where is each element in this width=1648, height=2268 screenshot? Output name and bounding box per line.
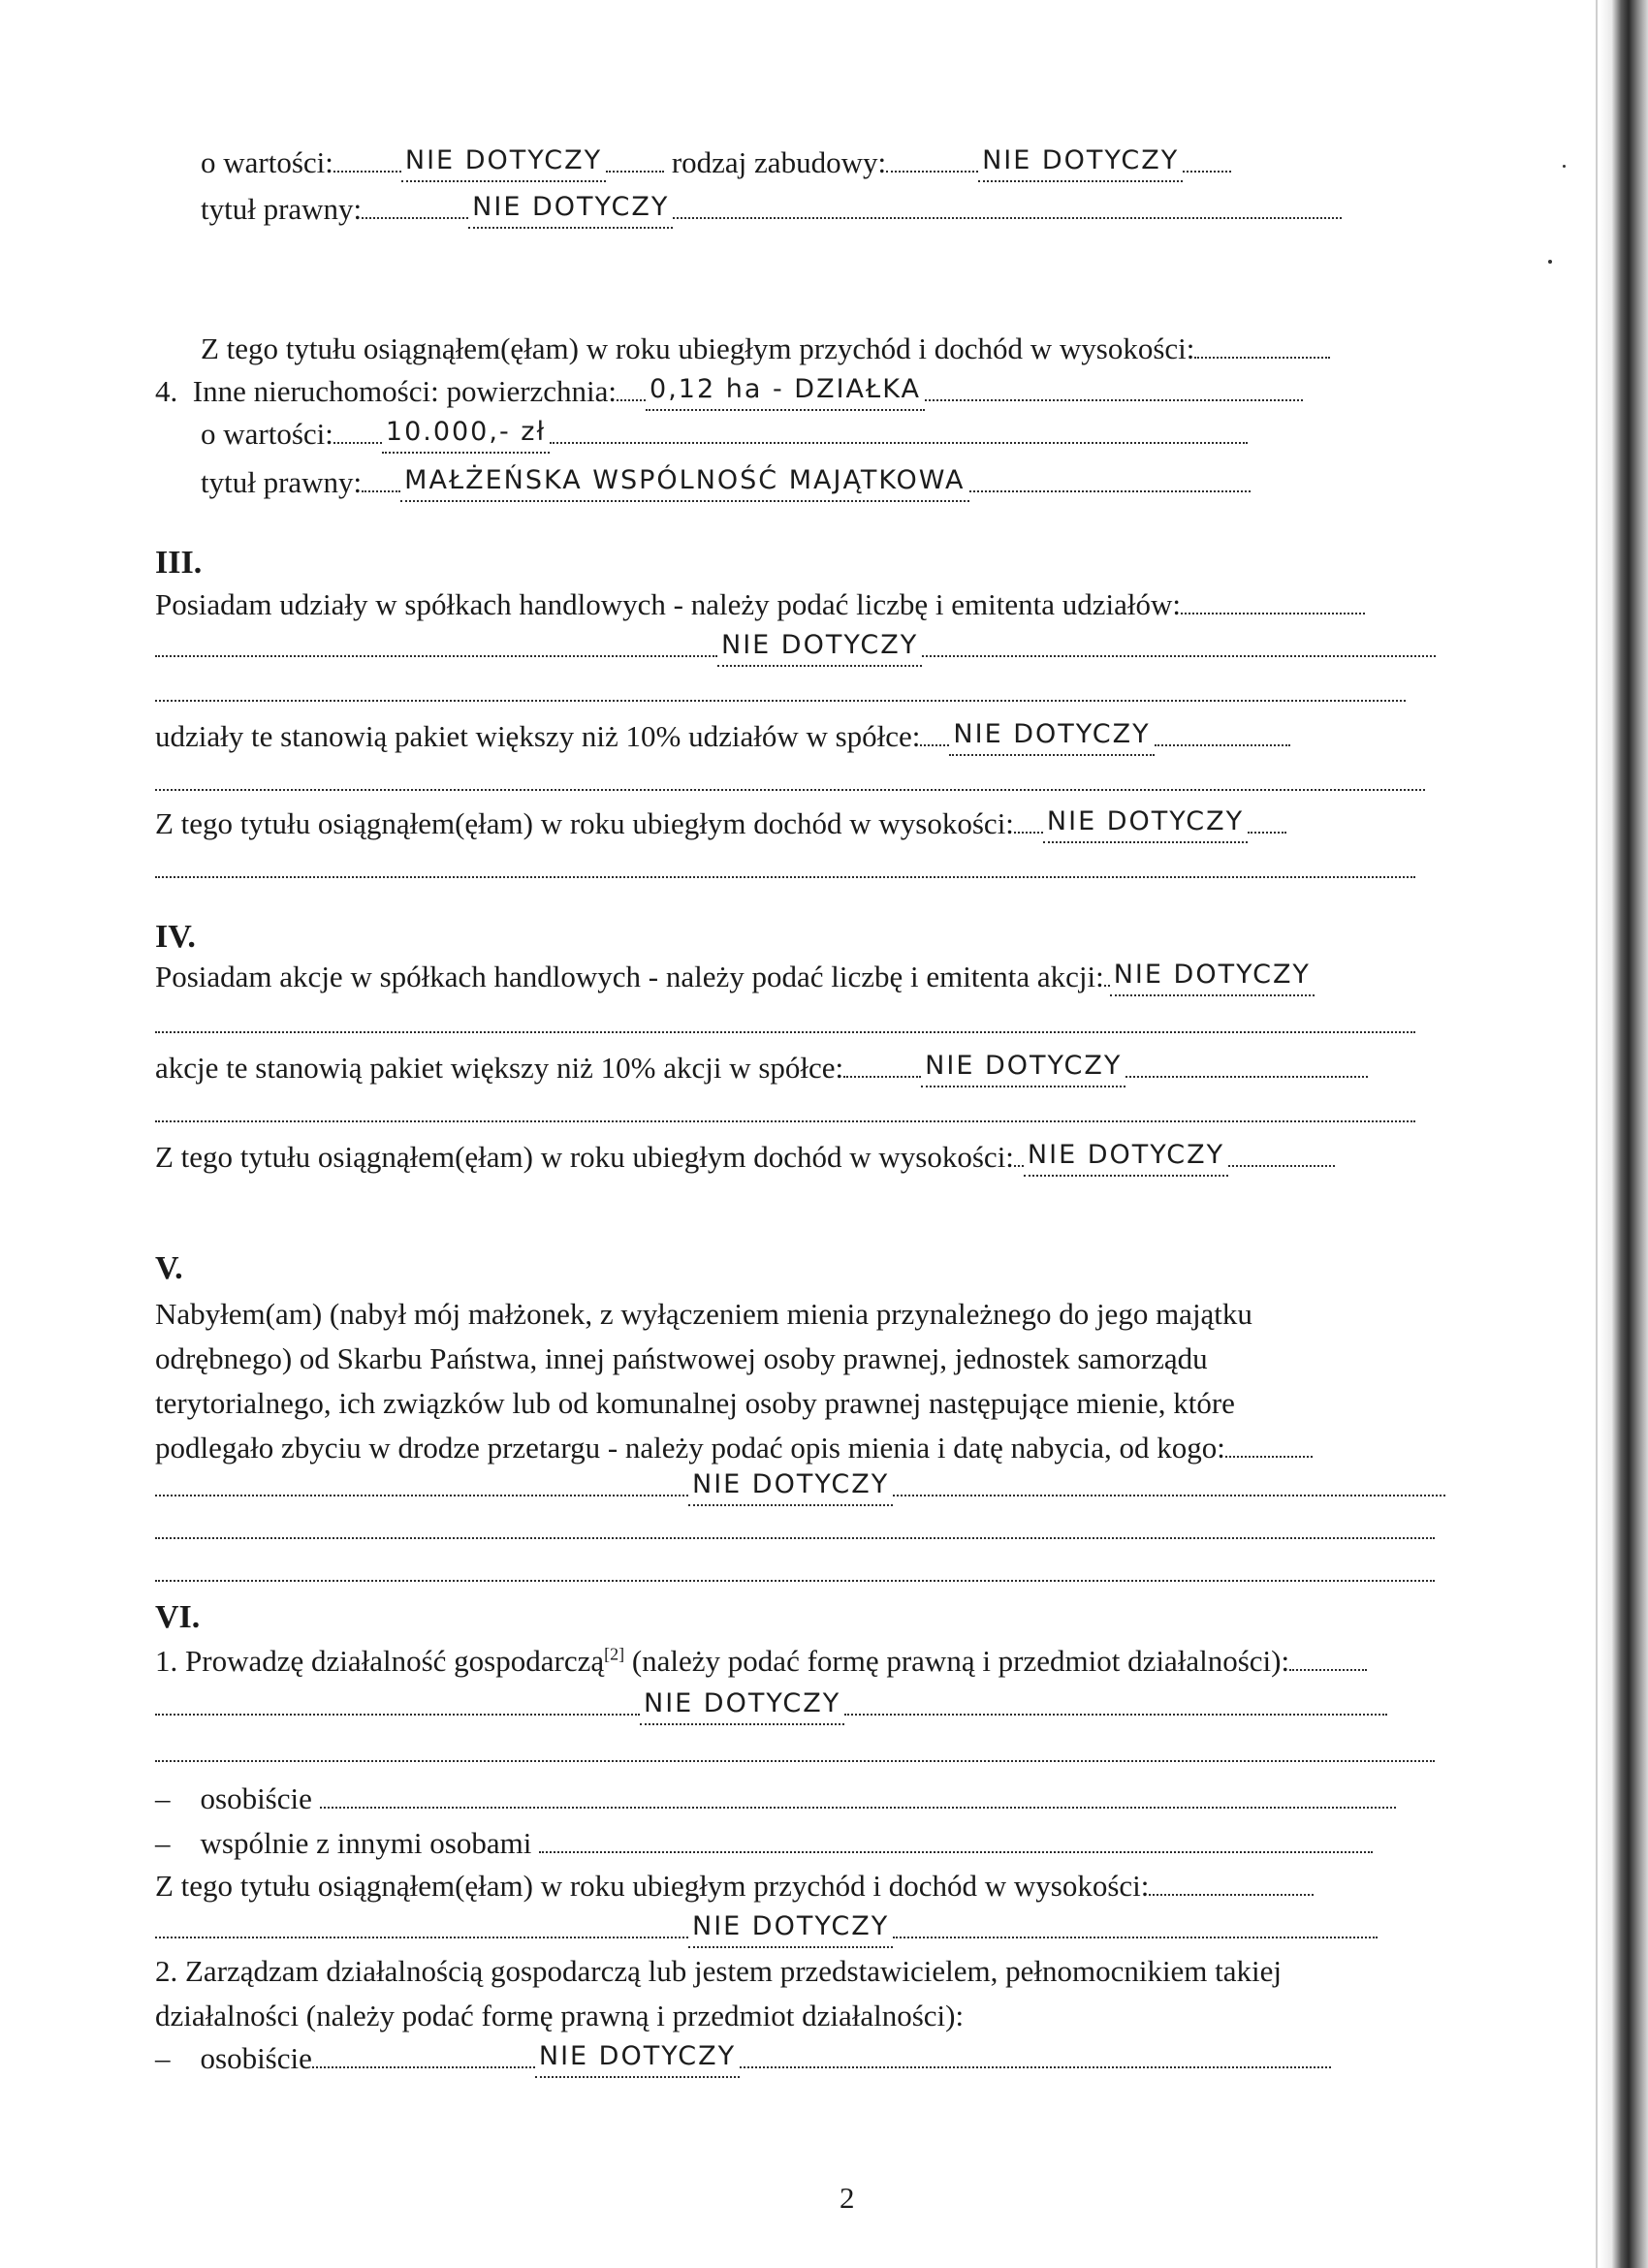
- blank-dotted-line: [155, 1093, 1415, 1132]
- jointly-row: – wspólnie z innymi osobami: [155, 1824, 1373, 1863]
- footnote-marker: [2]: [604, 1644, 625, 1664]
- management-line-1: 2. Zarządzam działalnością gospodarczą lub jestem przedstawicielem, pełnomocnikiem takiej: [155, 1954, 1283, 1988]
- stocks-answer: NIE DOTYCZY: [1110, 956, 1315, 996]
- section-v-answer: NIE DOTYCZY: [688, 1465, 893, 1506]
- management-line-2: działalności (należy podać formę prawną i przedmiot działalności):: [155, 1999, 965, 2032]
- shares-answer-row: [155, 628, 1436, 671]
- stocks-package-answer: NIE DOTYCZY: [921, 1047, 1125, 1087]
- business-answer: NIE DOTYCZY: [640, 1685, 844, 1725]
- other-legal-title-row: [201, 463, 1251, 506]
- business-income-answer-row: [155, 1909, 1378, 1952]
- scan-speck: [1563, 165, 1566, 168]
- shares-text: Posiadam udziały w spółkach handlowych - należy podać liczbę i emitenta udziałów:: [155, 587, 1181, 621]
- management-personally-label: osobiście: [200, 2041, 312, 2075]
- section-v-line-3: terytorialnego, ich związków lub od komunalnej osoby prawnej następujące mienie, które: [155, 1386, 1235, 1420]
- scan-edge-line: [1596, 0, 1598, 2268]
- other-property-number: 4.: [155, 374, 178, 408]
- management-personally-row: – osobiście NIE DOTYCZY: [155, 2039, 1331, 2082]
- blank-dotted-line: [155, 1733, 1435, 1772]
- shares-package-answer: NIE DOTYCZY: [949, 715, 1154, 756]
- other-property-row: [155, 372, 1303, 415]
- shares-income-text: Z tego tytułu osiągnąłem(ęłam) w roku ubiegłym dochód w wysokości:: [155, 806, 1014, 840]
- section-iv-heading: IV.: [155, 919, 196, 955]
- other-value-answer: 10.000,- zł: [382, 413, 550, 454]
- other-property-label: Inne nieruchomości: powierzchnia:: [192, 374, 618, 408]
- scan-speck: [1548, 260, 1552, 264]
- shares-package-row: [155, 717, 1290, 760]
- stocks-package-text: akcje te stanowią pakiet większy niż 10% akcji w spółce:: [155, 1051, 844, 1085]
- shares-row: [155, 585, 1365, 624]
- other-property-answer: 0,12 ha - DZIAŁKA: [646, 370, 925, 411]
- business-answer-row: [155, 1686, 1387, 1729]
- income-text-ii: Z tego tytułu osiągnąłem(ęłam) w roku ubiegłym przychód i dochód w wysokości:: [201, 331, 1195, 365]
- building-type-label: rodzaj zabudowy:: [671, 145, 887, 179]
- business-income-text: Z tego tytułu osiągnąłem(ęłam) w roku ubiegłym przychód i dochód w wysokości:: [155, 1869, 1150, 1903]
- blank-dotted-line: [155, 673, 1406, 711]
- value-label: o wartości:: [201, 145, 333, 179]
- blank-dotted-line: [155, 1553, 1435, 1591]
- personally-label: osobiście: [200, 1781, 312, 1815]
- section-v-line-2: odrębnego) od Skarbu Państwa, innej państwowej osoby prawnej, jednostek samorządu: [155, 1341, 1208, 1375]
- section-iii-heading: III.: [155, 545, 203, 581]
- stocks-income-text: Z tego tytułu osiągnąłem(ęłam) w roku ubiegłym dochód w wysokości:: [155, 1140, 1014, 1174]
- shares-income-answer: NIE DOTYCZY: [1043, 803, 1248, 843]
- section-vi-heading: VI.: [155, 1599, 201, 1635]
- blank-dotted-line: [155, 1510, 1435, 1549]
- other-value-row: [201, 415, 1248, 457]
- stocks-income-row: [155, 1138, 1335, 1181]
- section-v-answer-row: [155, 1467, 1445, 1510]
- management-personally-answer: NIE DOTYCZY: [535, 2037, 740, 2078]
- section-v-heading: V.: [155, 1250, 183, 1286]
- jointly-label: wspólnie z innymi osobami: [200, 1826, 532, 1860]
- section-v-line-1: Nabyłem(am) (nabył mój małżonek, z wyłączeniem mienia przynależnego do jego majątku: [155, 1297, 1252, 1331]
- shares-income-row: [155, 804, 1286, 847]
- building-type-answer: NIE DOTYCZY: [978, 142, 1183, 182]
- legal-title-row: [201, 190, 1342, 233]
- stocks-row: [155, 958, 1315, 1000]
- value-answer: NIE DOTYCZY: [401, 142, 606, 182]
- other-legal-title-label: tytuł prawny:: [201, 465, 363, 499]
- stocks-income-answer: NIE DOTYCZY: [1024, 1136, 1228, 1177]
- blank-dotted-line: [155, 1004, 1415, 1043]
- stocks-package-row: [155, 1049, 1368, 1091]
- blank-dotted-line: [155, 849, 1415, 888]
- shares-answer: NIE DOTYCZY: [717, 626, 922, 667]
- value-row: [201, 143, 1231, 186]
- blank-dotted-line: [155, 762, 1425, 801]
- section-v-line-4: podlegało zbyciu w drodze przetargu - należy podać opis mienia i datę nabycia, od kogo:: [155, 1429, 1313, 1467]
- page-number: 2: [840, 2181, 855, 2215]
- business-row: 1. Prowadzę działalność gospodarczą[2] (należy podać formę prawną i przedmiot działalności):: [155, 1642, 1367, 1681]
- business-income-answer: NIE DOTYCZY: [688, 1907, 893, 1948]
- stocks-text: Posiadam akcje w spółkach handlowych - należy podać liczbę i emitenta akcji:: [155, 960, 1104, 993]
- legal-title-label: tytuł prawny:: [201, 192, 363, 226]
- other-legal-title-answer: MAŁŻEŃSKA WSPÓLNOŚĆ MAJĄTKOWA: [400, 461, 968, 502]
- business-income-row: [155, 1867, 1314, 1906]
- income-row-ii: [201, 330, 1330, 368]
- shares-package-text: udziały te stanowią pakiet większy niż 10% udziałów w spółce:: [155, 719, 921, 753]
- scan-edge-shadow: [1600, 0, 1648, 2268]
- legal-title-answer: NIE DOTYCZY: [468, 188, 673, 229]
- other-value-label: o wartości:: [201, 417, 333, 451]
- personally-row: – osobiście: [155, 1780, 1396, 1818]
